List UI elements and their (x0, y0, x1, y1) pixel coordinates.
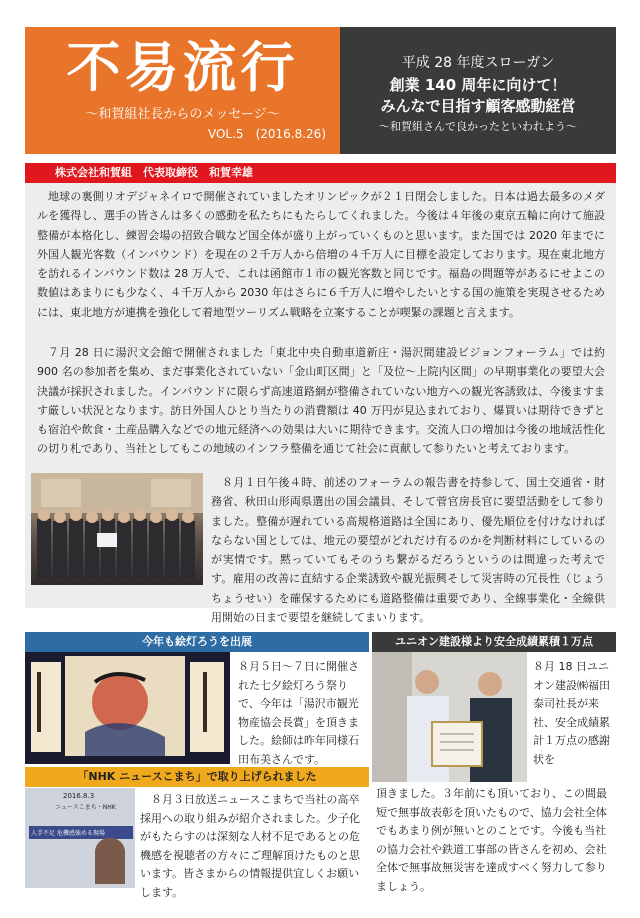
slogan-main: 創業 140 周年に向けて！ (389, 76, 567, 94)
header-title-panel (25, 27, 340, 154)
message-paragraph-1: 地球の裏側リオデジャネイロで開催されていましたオリンピックが２１日閉会しました。日本は過去最多のメダルを獲得し、選手の皆さんは多くの感動を私たちにもたらしてくれました。今後は４年後の東京五輪に向けて施設整備が本格化し、練習会場の招致合戦など国全体が盛り上がっていくものと思います。また国では 2020 年までに外国人観光客数（インバウンド）を現在の２千万人から倍増の４千万人に目標を設定しております。現在東北地方を訪れるインバウンド数は 28 万人で、これは函館市１市の観光客数と同じです。福島の問題等があるにせよこの数値はあまりにも少なく、４千万人から 2030 年はさらに６千万人に増やしたいとする国の施策を実現させるためには、東北地方が連携を強化して着地型ツーリズム戦略を立案することが喫緊の課題と言えます。 (37, 190, 605, 319)
slogan-goal: みんなで目指す顧客感動経営 (380, 97, 576, 115)
lantern-text: ８月５日～７日に開催された七夕絵灯ろう祭りで、今年は「湯沢市観光物産協会長賞」を頂きました。絵師は昨年同様石田布美さんです。 (238, 660, 359, 766)
nhk-text: ８月３日放送ニュースこまちで当社の高卒採用への取り組みが紹介されました。少子化がもたらすのは深刻な人材不足であるとの危機感を視聴者の方々にご理解頂けたものと思います。皆さまからの情報提供宜しくお願いします。 (140, 793, 360, 899)
message-box (25, 183, 616, 625)
union-photo (372, 652, 527, 782)
nhk-screen-date: 2016.8.3 (63, 792, 95, 800)
meeting-photo (31, 473, 203, 585)
nhk-screen-banner: 人手不足 危機感強める現場 (29, 826, 133, 839)
volume-info: VOL.5 (2016.8.26) (207, 127, 326, 141)
nhk-screenshot (25, 788, 135, 888)
union-heading: ユニオン建設様より安全成績累積１万点 (372, 632, 616, 652)
message-paragraph-3: ８月１日午後４時、前述のフォーラムの報告書を持参して、国土交通省・財務省、秋田山形両県選出の国会議員、そして菅官房長官に要望活動をして参りました。整備が遅れている高規格道路は全国にあり、優先順位を付けなければならない国としては、地元の要望がどれだけ有るのかを判断材料にしているのが実情です。黙っていてもそのうち繋がるだろうというのは間違った考えです。雇用の改善に直結する企業誘致や観光振興そして災害時の冗長性（じょうちょうせい）を確保するためにも道路整備は重要であり、全線事業化・全線供用開始の日まで要望を継続してまいります。 (211, 476, 605, 625)
union-text-side: ８月 18 日ユニオン建設㈱福田泰司社長が来社、安全成績累計１万点の感謝状を (533, 660, 610, 766)
nhk-heading: 「NHK ニュースこまち」で取り上げられました (25, 767, 369, 787)
union-text-bottom: 頂きました。３年前にも頂いており、この間最短で無事故表彰を頂いたもので、協力会社全体でもあまり例が無いとのことです。今後も当社の協力会社や鉄道工事部の皆さんを初め、会社全体で無事故無災害を達成すべく努力して参りましょう。 (376, 787, 607, 893)
header-slogan-panel (340, 27, 616, 154)
lantern-photo (25, 652, 230, 764)
author-bar: 株式会社和賀組 代表取締役 和賀幸雄 (25, 163, 616, 183)
slogan-year: 平成 28 年度スローガン (401, 55, 555, 71)
newsletter-subtitle: ～和賀組社長からのメッセージ～ (85, 107, 280, 122)
nhk-screen-program: ニュースこまち・NHK (55, 804, 116, 811)
slogan-tagline: ～和賀組さんで良かったといわれよう～ (379, 120, 577, 133)
nhk-screen-person (95, 838, 125, 884)
lantern-heading: 今年も絵灯ろうを出展 (25, 632, 369, 652)
newsletter-title: 不易流行 (66, 35, 299, 99)
message-paragraph-2: ７月 28 日に湯沢文会館で開催されました「東北中央自動車道新庄・湯沢間建設ビジョンフォーラム」では約 900 名の参加者を集め、まだ事業化されていない「金山町区間」と「及位～上院内区間」の早期事業化の要望大会決議が採択されました。インバウンドに限らず高速道路網が整備されていない地方への観光客誘致は、今後ますます厳しい状況となります。訪日外国人ひとり当たりの消費額は 40 万円が見込まれており、爆買いは期待できずとも宿泊や飲食・土産品購入などでの地元経済への効果は大いに期待できます。交流人口の増加は今後の地域活性化の切り札であり、当社としてもこの地域のインフラ整備を通じて社会に貢献して参りたいと考えております。 (37, 346, 605, 456)
